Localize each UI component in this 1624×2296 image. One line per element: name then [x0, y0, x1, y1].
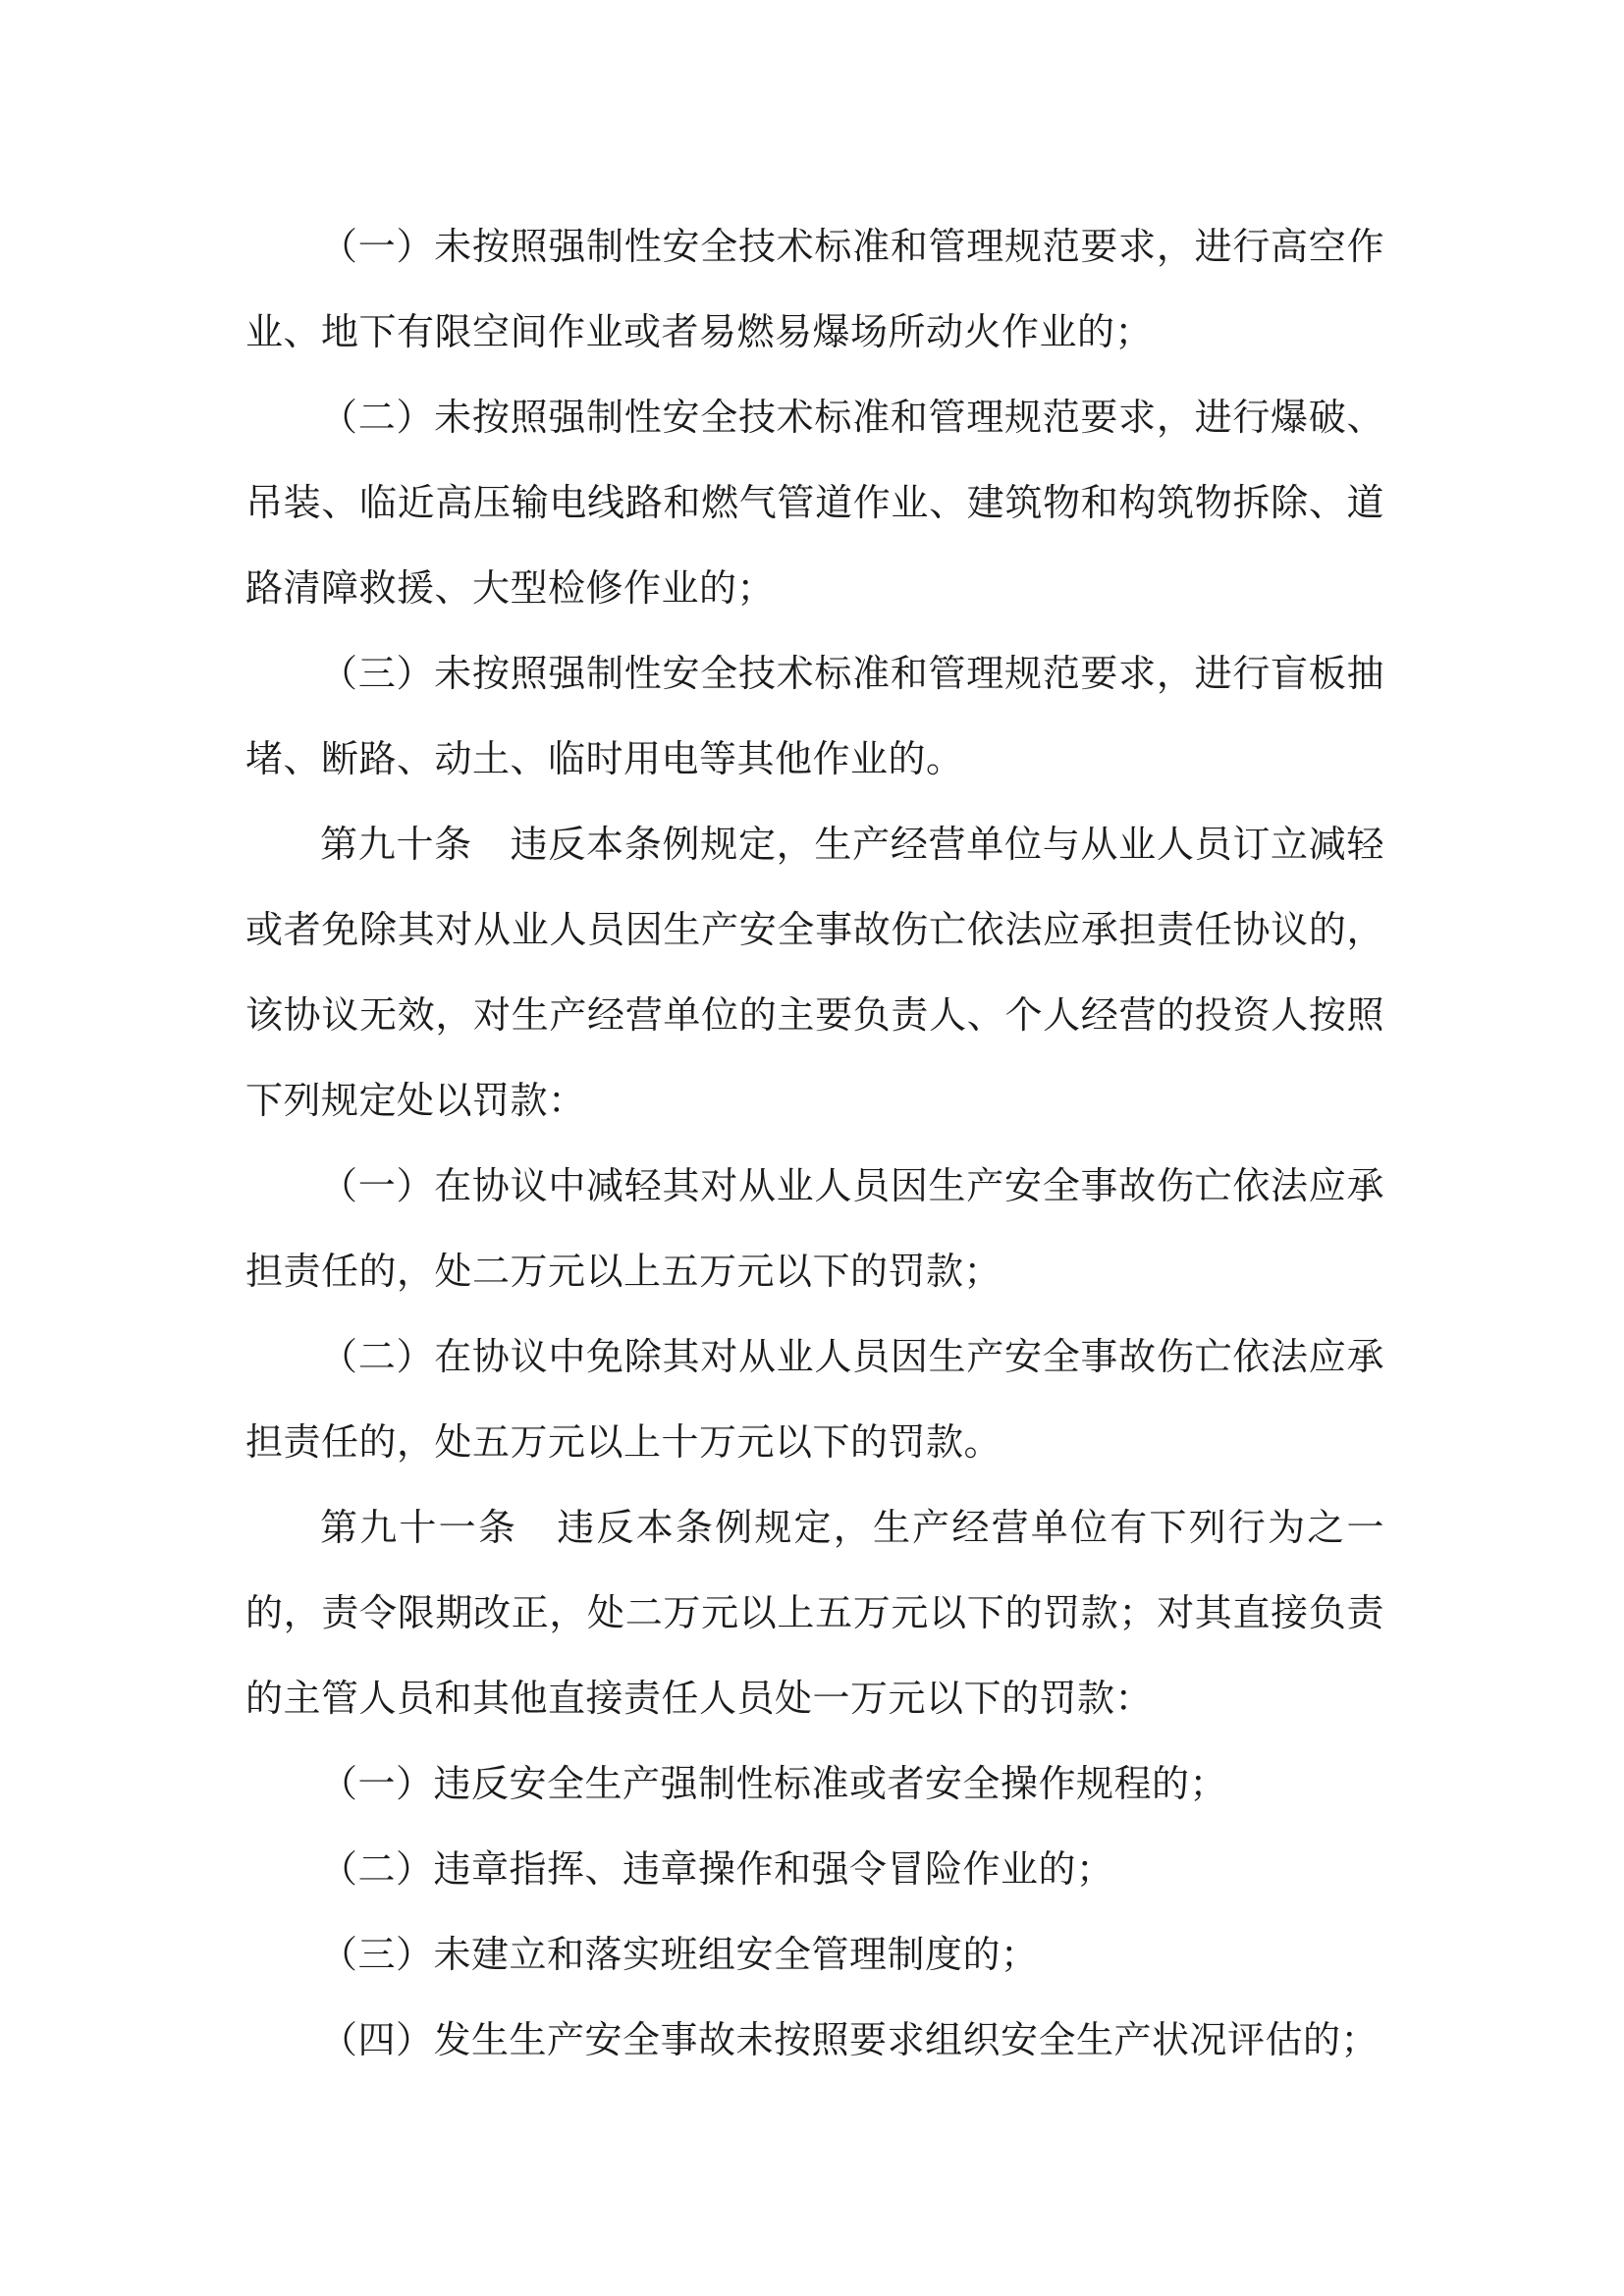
article-paragraph: 第九十一条 违反本条例规定，生产经营单位有下列行为之一的，责令限期改正，处二万元以上五万元以下的罚款；对其直接负责的主管人员和其他直接责任人员处一万元以下的罚款： [245, 1506, 1384, 1720]
document-body [245, 204, 1384, 2083]
clause-paragraph: （四）发生生产安全事故未按照要求组织安全生产状况评估的； [320, 2018, 1380, 2061]
clause-paragraph: （三）未按照强制性安全技术标准和管理规范要求，进行盲板抽堵、断路、动土、临时用电等其他作业的。 [245, 652, 1384, 780]
clause-paragraph: （一）在协议中减轻其对从业人员因生产安全事故伤亡依法应承担责任的，处二万元以上五万元以下的罚款； [245, 1164, 1384, 1293]
clause-paragraph: （二）违章指挥、违章操作和强令冒险作业的； [320, 1847, 1114, 1891]
article-paragraph: 第九十条 违反本条例规定，生产经营单位与从业人员订立减轻或者免除其对从业人员因生产安全事故伤亡依法应承担责任协议的，该协议无效，对生产经营单位的主要负责人、个人经营的投资人按照下列规定处以罚款： [245, 823, 1384, 1122]
clause-paragraph: （二）未按照强制性安全技术标准和管理规范要求，进行爆破、吊装、临近高压输电线路和燃气管道作业、建筑物和构筑物拆除、道路清障救援、大型检修作业的； [245, 396, 1384, 610]
clause-paragraph: （二）在协议中免除其对从业人员因生产安全事故伤亡依法应承担责任的，处五万元以上十万元以下的罚款。 [245, 1335, 1384, 1464]
clause-paragraph: （一）违反安全生产强制性标准或者安全操作规程的； [320, 1762, 1228, 1805]
clause-paragraph: （三）未建立和落实班组安全管理制度的； [320, 1933, 1039, 1976]
clause-paragraph: （一）未按照强制性安全技术标准和管理规范要求，进行高空作业、地下有限空间作业或者易燃易爆场所动火作业的； [245, 225, 1384, 353]
